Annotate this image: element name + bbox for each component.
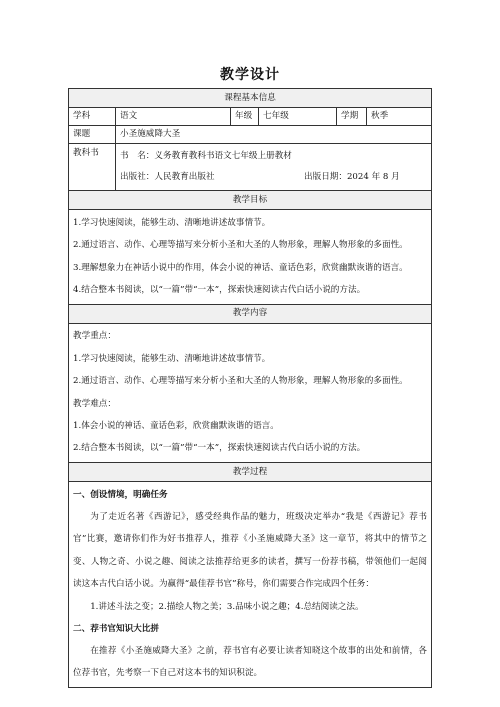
difficult-points-label: 教学难点： bbox=[73, 398, 116, 409]
book-name: 书 名：义务教育教科书语文七年级上册教材 bbox=[120, 151, 292, 162]
lesson-plan-table bbox=[68, 88, 432, 688]
publisher-row bbox=[120, 167, 427, 188]
topic-label: 课题 bbox=[69, 126, 116, 144]
difficult-point-item: 2.结合整本书阅读，以“一篇”带“一本”，探索快速阅读古代白话小说的方法。 bbox=[73, 443, 366, 454]
document-title: 教学设计 bbox=[220, 67, 280, 83]
key-points-label: 教学重点： bbox=[73, 331, 116, 342]
goal-item: 3.理解想象力在神话小说中的作用，体会小说的神话、童话色彩，欣赏幽默诙谐的语言。 bbox=[73, 262, 408, 273]
goal-item: 1.学习快速阅读，能够生动、清晰地讲述故事情节。 bbox=[73, 217, 271, 228]
publisher: 出版社：人民教育出版社 bbox=[120, 172, 215, 183]
grade-value: 七年级 bbox=[259, 108, 337, 126]
textbook-info bbox=[116, 144, 432, 191]
process-body bbox=[69, 481, 432, 687]
section-header-goals: 教学目标 bbox=[69, 191, 432, 210]
textbook-label: 教科书 bbox=[69, 144, 116, 191]
term-value: 秋季 bbox=[367, 108, 432, 126]
step2-paragraph-line: 位荐书官，先考察一下自己对这本书的知识积淀。 bbox=[73, 668, 263, 679]
step2-paragraph-line: 在推荐《小圣施威降大圣》之前，荐书官有必要让读者知晓这个故事的出处和前情，各 bbox=[90, 645, 428, 656]
goal-item: 4.结合整本书阅读，以“一篇”带“一本”，探索快速阅读古代白话小说的方法。 bbox=[73, 285, 366, 295]
step1-task-list: 1.讲述斗法之变；2.描绘人物之美；3.品味小说之趣；4.总结阅读之法。 bbox=[90, 601, 364, 612]
step1-paragraph-line: 读这本古代白话小说。为赢得“最佳荐书官”称号，你们需要合作完成四个任务： bbox=[73, 579, 374, 590]
key-point-item: 1.学习快速阅读，能够生动、清晰地讲述故事情节。 bbox=[73, 353, 271, 364]
section-header-process: 教学过程 bbox=[69, 462, 432, 481]
step1-paragraph-line: 变、人物之奇、小说之趣、阅读之法推荐给更多的读者，撰写一份荐书稿，带领他们一起阅 bbox=[73, 556, 428, 567]
section-header-content: 教学内容 bbox=[69, 304, 432, 323]
term-label: 学期 bbox=[337, 108, 367, 126]
section-header-basic-info: 课程基本信息 bbox=[69, 89, 432, 108]
subject-label: 学科 bbox=[69, 108, 116, 126]
key-point-item: 2.通过语言、动作、心理等描写来分析小圣和大圣的人物形象，理解人物形象的多面性。 bbox=[73, 376, 408, 387]
step1-paragraph-line: 官”比赛，邀请你们作为好书推荐人，推荐《小圣施威降大圣》这一章节，将其中的情节之 bbox=[73, 534, 428, 545]
topic-value: 小圣施威降大圣 bbox=[116, 126, 432, 144]
goals-list bbox=[69, 210, 432, 305]
difficult-point-item: 1.体会小说的神话、童话色彩，欣赏幽默诙谐的语言。 bbox=[73, 420, 279, 431]
content-list bbox=[69, 323, 432, 462]
publication-date: 出版日期：2024 年 8 月 bbox=[304, 172, 400, 183]
step1-paragraph-line: 为了走近名著《西游记》，感受经典作品的魅力，班级决定举办“我是《西游记》荐书 bbox=[90, 511, 428, 522]
grade-label: 年级 bbox=[231, 108, 259, 126]
step2-title: 二、荐书官知识大比拼 bbox=[73, 623, 159, 634]
step1-title: 一、创设情境，明确任务 bbox=[73, 489, 168, 500]
goal-item: 2.通过语言、动作、心理等描写来分析小圣和大圣的人物形象，理解人物形象的多面性。 bbox=[73, 240, 408, 251]
subject-value: 语文 bbox=[116, 108, 231, 126]
